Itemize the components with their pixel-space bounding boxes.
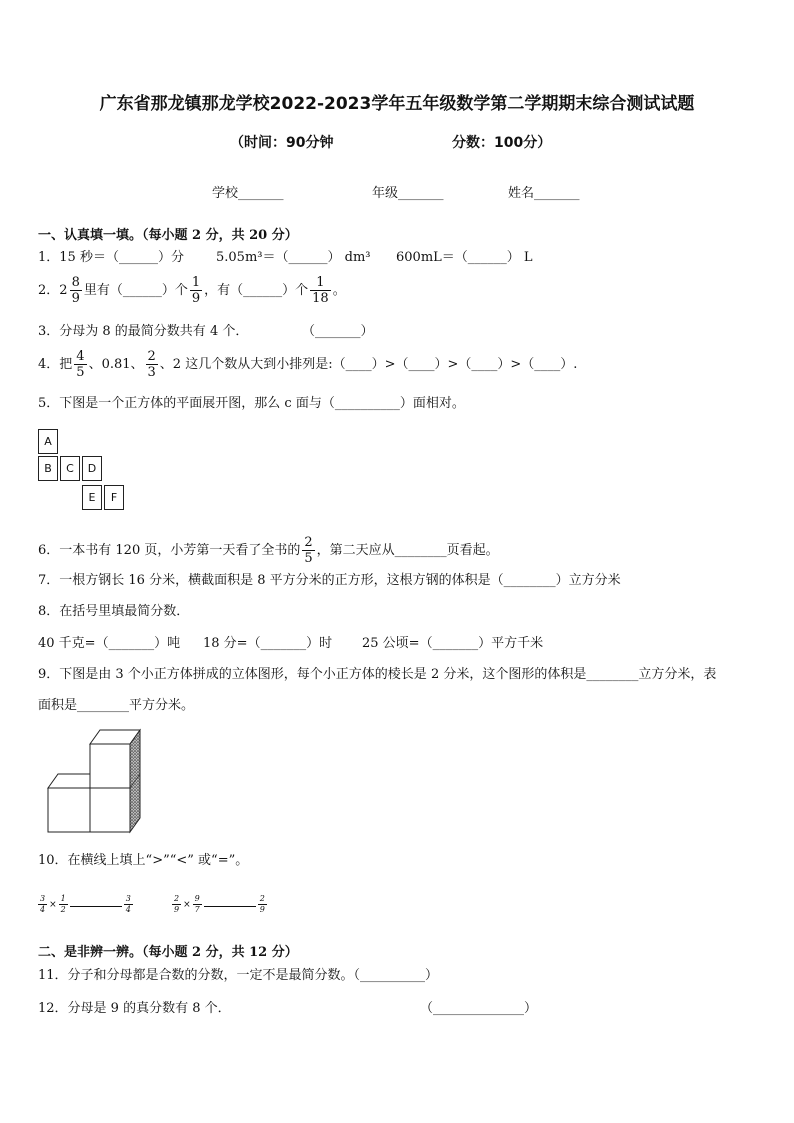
cube-front-face [48, 788, 90, 832]
question-1-a: 1．15 秒＝（______）分 [38, 250, 184, 265]
question-10-expr-1 [36, 894, 135, 914]
net-face-e: E [82, 485, 102, 510]
question-5: 5．下图是一个正方体的平面展开图，那么 c 面与（__________）面相对。 [38, 396, 465, 411]
net-face-a: A [38, 429, 58, 454]
question-7: 7．一根方钢长 16 分米，横截面积是 8 平方分米的正方形，这根方钢的体积是（________）立方分米 [38, 573, 621, 588]
section-1-heading: 一、认真填一填。（每小题 2 分，共 20 分） [38, 228, 298, 243]
fraction [124, 895, 133, 914]
cube-figure [44, 726, 144, 836]
cube-front-face [90, 788, 130, 832]
question-2-text-2: ，有（______）个 [204, 283, 309, 298]
times-sign: × [49, 900, 57, 910]
numerator: 3 [40, 894, 46, 903]
denominator: 2 [60, 905, 66, 914]
fraction [70, 276, 82, 305]
question-2-end: 。 [332, 283, 346, 298]
question-2-text-1: 里有（______）个 [83, 283, 188, 298]
question-8-c: 25 公顷=（_______）平方千米 [362, 636, 544, 651]
net-face-d: D [82, 456, 102, 481]
question-8-b: 18 分=（_______）时 [203, 636, 333, 651]
answer-line[interactable] [70, 894, 122, 907]
denominator: 7 [194, 905, 200, 914]
answer-line[interactable] [204, 894, 256, 907]
question-12: 12．分母是 9 的真分数有 8 个． [38, 1001, 231, 1016]
numerator: 1 [60, 894, 66, 903]
question-8-a: 40 千克=（_______）吨 [38, 636, 181, 651]
question-10: 10．在横线上填上“>”“<” 或“=”。 [38, 853, 249, 868]
school-field: 学校_______ [212, 186, 284, 201]
question-2 [38, 276, 346, 305]
denominator: 9 [191, 291, 201, 306]
fraction [38, 895, 47, 914]
times-sign: × [183, 900, 191, 910]
question-3-blank: （_______） [302, 324, 374, 339]
question-9-line-2: 面积是________平方分米。 [38, 698, 195, 713]
section-2-heading: 二、是非辨一辨。（每小题 2 分，共 12 分） [38, 945, 298, 960]
page-title: 广东省那龙镇那龙学校2022-2023学年五年级数学第二学期期末综合测试试题 [99, 94, 695, 114]
fraction [59, 895, 68, 914]
question-4-end: 、2 这几个数从大到小排列是:（____）>（____）>（____）>（____）. [159, 357, 578, 372]
question-11: 11．分子和分母都是合数的分数，一定不是最简分数。（__________） [38, 968, 439, 983]
exam-time: （时间：90分钟 [230, 135, 334, 151]
numerator: 1 [310, 276, 331, 291]
numerator: 9 [194, 894, 200, 903]
denominator: 4 [40, 905, 46, 914]
numerator: 4 [76, 349, 85, 364]
question-12-blank: （______________） [420, 1001, 538, 1016]
fraction [302, 536, 314, 565]
numerator: 2 [304, 535, 313, 550]
fraction [258, 895, 267, 914]
question-1-b: 5.05m³＝（______） dm³ [216, 250, 371, 265]
denominator: 9 [71, 291, 80, 306]
denominator: 9 [174, 905, 180, 914]
denominator: 4 [125, 905, 131, 914]
fraction [193, 895, 202, 914]
fraction [190, 276, 202, 305]
question-3: 3．分母为 8 的最简分数共有 4 个． [38, 324, 249, 339]
cube-front-face [90, 744, 130, 788]
question-6-end: ，第二天应从________页看起。 [316, 543, 499, 558]
fraction [310, 276, 331, 305]
denominator: 3 [147, 365, 156, 380]
numerator: 2 [259, 894, 265, 903]
fraction [172, 895, 181, 914]
question-2-number: 2． [38, 283, 60, 298]
net-face-c: C [60, 456, 80, 481]
question-1-c: 600mL＝（______） L [396, 250, 533, 265]
fraction [74, 350, 86, 379]
question-8: 8．在括号里填最简分数． [38, 604, 190, 619]
numerator: 8 [71, 275, 80, 290]
denominator: 5 [76, 365, 85, 380]
denominator: 5 [304, 551, 313, 566]
name-field: 姓名_______ [508, 186, 580, 201]
numerator: 3 [125, 894, 131, 903]
denominator: 18 [312, 291, 329, 306]
denominator: 9 [259, 905, 265, 914]
fraction [146, 350, 158, 379]
exam-score: 分数：100分） [452, 135, 552, 151]
question-10-expr-2 [170, 894, 269, 914]
question-9-line-1: 9．下图是由 3 个小正方体拼成的立体图形，每个小正方体的棱长是 2 分米，这个图形的体积是________立方分米，表 [38, 667, 717, 682]
question-4 [38, 350, 577, 379]
net-face-b: B [38, 456, 58, 481]
question-6 [38, 536, 499, 565]
question-4-text-1: 、0.81、 [88, 357, 144, 372]
question-6-text: 6．一本书有 120 页，小芳第一天看了全书的 [38, 543, 301, 558]
question-4-text: 4．把 [38, 357, 73, 372]
numerator: 1 [191, 275, 201, 290]
net-face-f: F [104, 485, 124, 510]
question-2-whole: 2 [59, 283, 68, 298]
numerator: 2 [147, 349, 156, 364]
grade-field: 年级_______ [372, 186, 444, 201]
numerator: 2 [174, 894, 180, 903]
